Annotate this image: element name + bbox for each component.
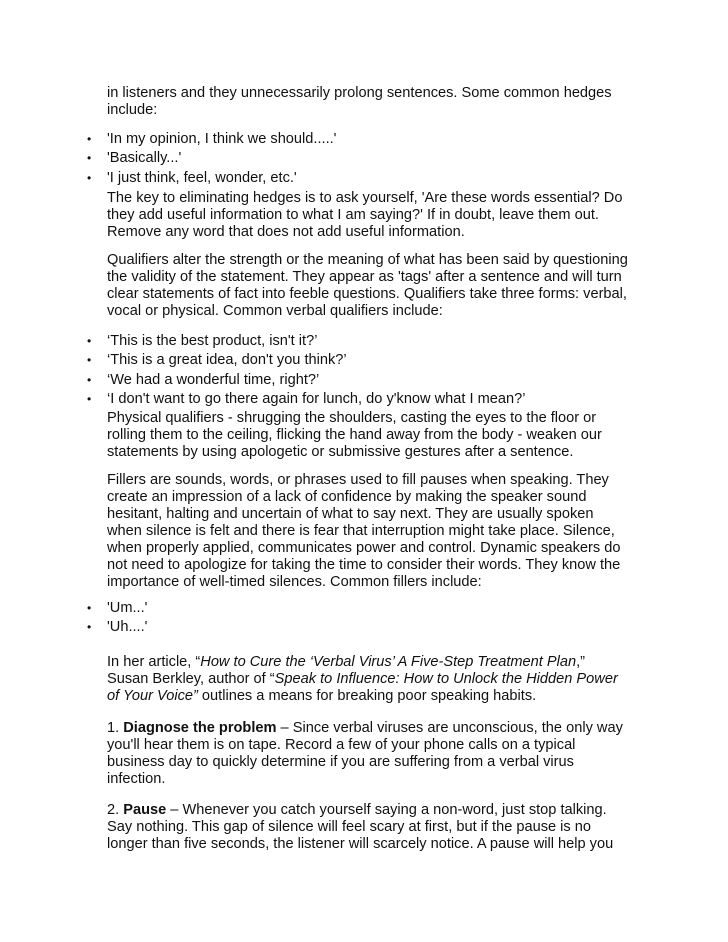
bullet-icon: • [87, 601, 92, 615]
paragraph-step-1 [107, 720, 627, 788]
text-line: Say nothing. This gap of silence will feel scary at first, but if the pause is no [107, 819, 592, 835]
text-line: statements by using apologetic or submissive gestures after a sentence. [107, 444, 574, 460]
book-title: Speak to Influence: How to Unlock the Hidden Power [274, 671, 618, 687]
paragraph-physical-qualifiers [107, 410, 627, 461]
paragraph-hedges-intro [107, 85, 627, 119]
list-item: • ‘I don't want to go there again for lunch, do y'know what I mean?’ [87, 391, 526, 408]
text-line: in listeners and they unnecessarily prolong sentences. Some common hedges [107, 85, 612, 101]
bullet-icon: • [87, 170, 92, 185]
text-line: vocal or physical. Common verbal qualifiers include: [107, 303, 443, 319]
text-line: In her article, “How to Cure the ‘Verbal Virus’ A Five-Step Treatment Plan,” [107, 654, 586, 670]
text-line: clear statements of fact into feeble questions. Qualifiers take three forms: verbal, [107, 286, 627, 302]
text-line: when silence is felt and there is fear that interruption might take place. Silence, [107, 523, 615, 539]
text-line: importance of well-timed silences. Common fillers include: [107, 574, 482, 590]
step-title: Diagnose the problem [123, 720, 277, 736]
text-line: hesitant, halting and uncertain of what to say next. They are usually spoken [107, 506, 594, 522]
text-line: when properly applied, communicates power and control. Dynamic speakers do [107, 540, 621, 556]
bullet-icon: • [87, 353, 92, 368]
paragraph-fillers [107, 472, 627, 591]
text-line: rolling them to the ceiling, flicking the hand away from the body - weaken our [107, 427, 602, 443]
text-line: Physical qualifiers - shrugging the shoulders, casting the eyes to the floor or [107, 410, 597, 426]
paragraph-qualifiers [107, 252, 627, 320]
fillers-list [0, 600, 700, 639]
paragraph-step-2 [107, 802, 627, 853]
text-line: The key to eliminating hedges is to ask yourself, 'Are these words essential? Do [107, 190, 623, 206]
bullet-icon: • [87, 372, 92, 387]
text-line: infection. [107, 771, 166, 787]
book-title-continued: of Your Voice” [107, 688, 198, 704]
step-title: Pause [123, 802, 167, 818]
text-line: you'll hear them is on tape. Record a few of your phone calls on a typical [107, 737, 576, 753]
text-line: include: [107, 102, 158, 118]
text-line: create an impression of a lack of confidence by making the speaker sound [107, 489, 587, 505]
paragraph-eliminating-hedges [107, 190, 627, 241]
list-item: • 'Basically...' [87, 150, 182, 167]
text-line: the validity of the statement. They appear as 'tags' after a sentence and will turn [107, 269, 622, 285]
text-line: Qualifiers alter the strength or the meaning of what has been said by questioning [107, 252, 628, 268]
text-line: longer than five seconds, the listener will scarcely notice. A pause will help you [107, 836, 614, 852]
text-line: Remove any word that does not add useful information. [107, 224, 465, 240]
text-line: business day to quickly determine if you are suffering from a verbal virus [107, 754, 574, 770]
list-item: • 'Uh....' [87, 619, 148, 636]
bullet-icon: • [87, 334, 92, 348]
list-item: • 'I just think, feel, wonder, etc.' [87, 169, 297, 186]
hedges-list [0, 131, 700, 189]
bullet-icon: • [87, 620, 92, 635]
bullet-icon: • [87, 132, 92, 146]
text-line: of Your Voice” outlines a means for breaking poor speaking habits. [107, 688, 537, 704]
text-line: 1. Diagnose the problem – Since verbal viruses are unconscious, the only way [107, 720, 623, 736]
list-item: • ‘This is the best product, isn't it?’ [87, 333, 318, 349]
list-item: • 'In my opinion, I think we should.....' [87, 131, 337, 147]
paragraph-article-reference [107, 654, 627, 705]
list-item: • 'Um...' [87, 600, 148, 616]
text-line: they add useful information to what I am saying?' If in doubt, leave them out. [107, 207, 599, 223]
text-line: Susan Berkley, author of “Speak to Influence: How to Unlock the Hidden Power [107, 671, 618, 687]
bullet-icon: • [87, 392, 92, 407]
list-item: • ‘This is a great idea, don't you think?’ [87, 352, 347, 369]
text-line: Fillers are sounds, words, or phrases used to fill pauses when speaking. They [107, 472, 609, 488]
list-item: • ‘We had a wonderful time, right?’ [87, 371, 320, 388]
text-line: not need to apologize for taking the time to consider their words. They know the [107, 557, 621, 573]
bullet-icon: • [87, 151, 92, 166]
article-title: How to Cure the ‘Verbal Virus’ A Five-Step Treatment Plan [200, 654, 577, 670]
text-line: 2. Pause – Whenever you catch yourself saying a non-word, just stop talking. [107, 802, 607, 818]
qualifiers-list [0, 333, 700, 411]
